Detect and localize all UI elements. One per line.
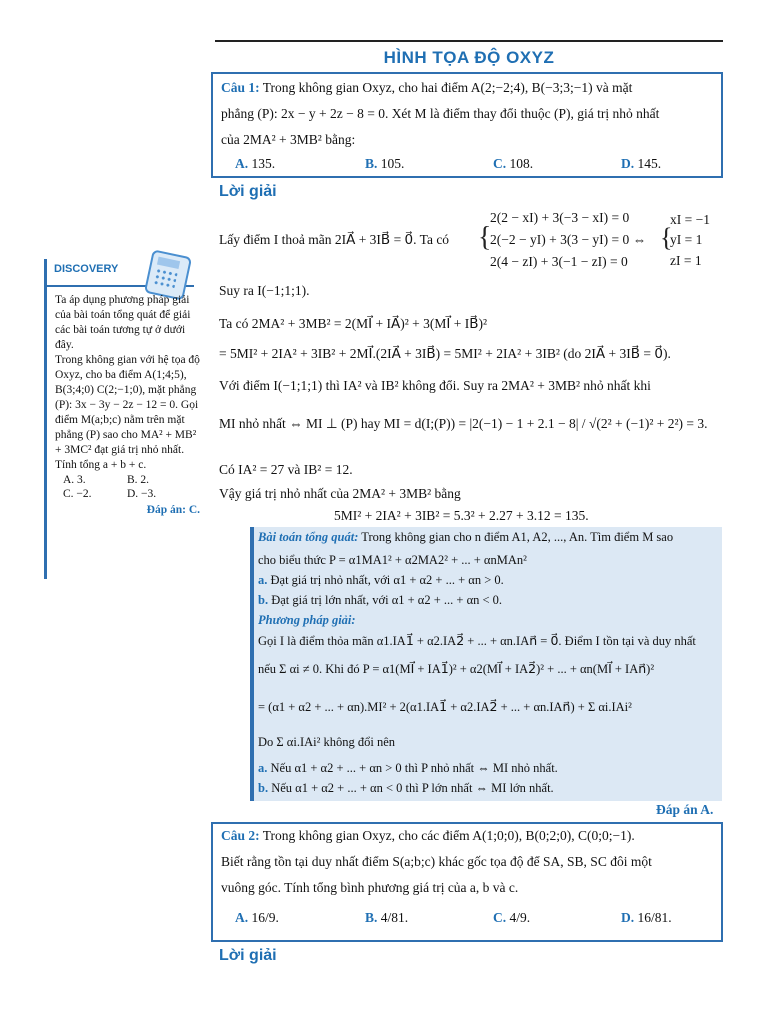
sol-line-7: Có IA² = 27 và IB² = 12. xyxy=(219,462,353,477)
q1-option-c[interactable]: C. 108. xyxy=(493,156,534,171)
result-brace: { xyxy=(660,223,673,252)
page-title: HÌNH TỌA ĐỘ OXYZ xyxy=(383,48,555,67)
question-1-box xyxy=(211,72,723,178)
q2-option-a[interactable]: A. 16/9. xyxy=(235,910,279,925)
q1-text-1: Trong không gian Oxyz, cho hai điểm A(2;−2;4), B(−3;3;−1) và mặt xyxy=(262,80,633,95)
res-x: xI = −1 xyxy=(670,212,710,227)
gen-line-6: Do Σ αi.IAi² không đổi nên xyxy=(258,735,396,749)
q2-line-3: vuông góc. Tính tổng bình phương giá trị của a, b và c. xyxy=(221,880,519,895)
q1-option-b[interactable]: B. 105. xyxy=(365,156,405,171)
sol-line-1: Lấy điểm I thoả mãn 2IA⃗ + 3IB⃗ = 0⃗. Ta có xyxy=(219,232,450,247)
sidebar-problem: Trong không gian với hệ tọa độ Oxyz, cho ba điểm A(1;4;5), B(3;4;0) C(2;−1;0), mặt phẳng (P): 3x − 3y − 2z − 12 = 0. Gọi điểm M(a;b;c) nằm trên mặt phẳng (P) sao cho MA² + MB² + 3MC² đạt giá trị nhỏ nhất. Tính tổng a + b + c. xyxy=(55,354,200,471)
sol-line-5: Với điểm I(−1;1;1) thì IA² và IB² không đổi. Suy ra 2MA² + 3MB² nhỏ nhất khi xyxy=(219,378,651,393)
sol-line-4: = 5MI² + 2IA² + 3IB² + 2MI⃗.(2IA⃗ + 3IB⃗) = 5MI² + 2IA² + 3IB² (do 2IA⃗ + 3IB⃗ = 0⃗). xyxy=(219,346,671,361)
q2-option-c[interactable]: C. 4/9. xyxy=(493,910,531,925)
q2-line-1: Câu 2: Trong không gian Oxyz, cho các điểm A(1;0;0), B(0;2;0), C(0;0;−1). xyxy=(221,828,635,843)
res-z: zI = 1 xyxy=(670,253,702,268)
q2-option-b[interactable]: B. 4/81. xyxy=(365,910,409,925)
q2-line-2: Biết rằng tồn tại duy nhất điểm S(a;b;c) khác gốc tọa độ để SA, SB, SC đôi một xyxy=(221,854,652,869)
sol-line-3: Ta có 2MA² + 3MB² = 2(MI⃗ + IA⃗)² + 3(MI⃗ + IB⃗)² xyxy=(219,316,487,331)
q1-line-1 xyxy=(221,80,632,96)
sys-eq-2: 2(−2 − yI) + 3(3 − yI) = 0 ⇔ xyxy=(490,232,647,247)
q1-label: Câu 1: xyxy=(221,80,260,95)
gen-line-d: b. Nếu α1 + α2 + ... + αn < 0 thì P lớn nhất ⇔ MI lớn nhất. xyxy=(258,781,554,795)
general-method-box xyxy=(250,527,722,801)
solution-2-heading: Lời giải xyxy=(219,947,277,964)
q1-line-3: của 2MA² + 3MB² bằng: xyxy=(221,132,356,147)
discovery-sidebar xyxy=(44,259,202,579)
question-2-box xyxy=(211,822,723,942)
q2-option-d[interactable]: D. 16/81. xyxy=(621,910,672,925)
sidebar-option-a[interactable]: A. 3. xyxy=(63,474,86,486)
gen-line-1: Bài toán tổng quát: Trong không gian cho n điểm A1, A2, ..., An. Tìm điểm M sao xyxy=(258,530,674,544)
solution-heading: Lời giải xyxy=(219,183,277,200)
sidebar-answer: Đáp án: C. xyxy=(146,504,200,516)
q1-option-a[interactable]: A. 135. xyxy=(235,156,276,171)
sidebar-option-d[interactable]: D. −3. xyxy=(127,488,157,500)
res-y: yI = 1 xyxy=(670,232,703,247)
sidebar-accent-bar xyxy=(44,259,47,579)
answer-1: Đáp án A. xyxy=(656,802,714,817)
sol-line-2: Suy ra I(−1;1;1). xyxy=(219,283,310,298)
header-rule xyxy=(215,40,723,42)
sol-line-9: 5MI² + 2IA² + 3IB² = 5.3² + 2.27 + 3.12 = 135. xyxy=(334,508,589,523)
system-brace: { xyxy=(478,222,492,253)
sys-eq-1: 2(2 − xI) + 3(−3 − xI) = 0 xyxy=(490,210,630,225)
q1-option-d[interactable]: D. 145. xyxy=(621,156,662,171)
sidebar-options xyxy=(55,473,200,503)
gen-line-a: a. Đạt giá trị nhỏ nhất, với α1 + α2 + ... + αn > 0. xyxy=(258,573,504,587)
sol-line-8: Vậy giá trị nhỏ nhất của 2MA² + 3MB² bằng xyxy=(219,486,461,501)
sol-line-6: MI nhỏ nhất ⇔ MI ⊥ (P) hay MI = d(I;(P)) = |2(−1) − 1 + 2.1 − 8| / √(2² + (−1)² + 2²) = 3. xyxy=(219,416,708,431)
gen-line-2: cho biểu thức P = α1MA1² + α2MA2² + ... + αnMAn² xyxy=(258,553,527,567)
sidebar-text xyxy=(55,293,200,518)
gen-method-heading: Phương pháp giải: xyxy=(258,613,356,627)
sidebar-option-c[interactable]: C. −2. xyxy=(63,488,92,500)
gen-line-c: a. Nếu α1 + α2 + ... + αn > 0 thì P nhỏ nhất ⇔ MI nhỏ nhất. xyxy=(258,761,558,775)
sidebar-heading: DISCOVERY xyxy=(54,263,119,275)
sidebar-intro: Ta áp dụng phương pháp giải của bài toán tổng quát để giải các bài toán tương tự ở dưới đây. xyxy=(55,294,191,351)
q2-label: Câu 2: xyxy=(221,828,260,843)
gen-line-5: = (α1 + α2 + ... + αn).MI² + 2(α1.IA1⃗ + α2.IA2⃗ + ... + αn.IAn⃗) + Σ αi.IAi² xyxy=(258,700,632,714)
sys-eq-3: 2(4 − zI) + 3(−1 − zI) = 0 xyxy=(490,254,628,269)
gen-line-3: Gọi I là điểm thỏa mãn α1.IA1⃗ + α2.IA2⃗ + ... + αn.IAn⃗ = 0⃗. Điểm I tồn tại và duy nhất xyxy=(258,634,696,648)
q1-line-2: phẳng (P): 2x − y + 2z − 8 = 0. Xét M là điểm thay đổi thuộc (P), giá trị nhỏ nhất xyxy=(221,106,660,121)
sidebar-option-b[interactable]: B. 2. xyxy=(127,474,150,486)
gen-line-4: nếu Σ αi ≠ 0. Khi đó P = α1(MI⃗ + IA1⃗)² + α2(MI⃗ + IA2⃗)² + ... + αn(MI⃗ + IAn⃗)² xyxy=(258,662,655,676)
gen-line-b: b. Đạt giá trị lớn nhất, với α1 + α2 + ... + αn < 0. xyxy=(258,593,503,607)
